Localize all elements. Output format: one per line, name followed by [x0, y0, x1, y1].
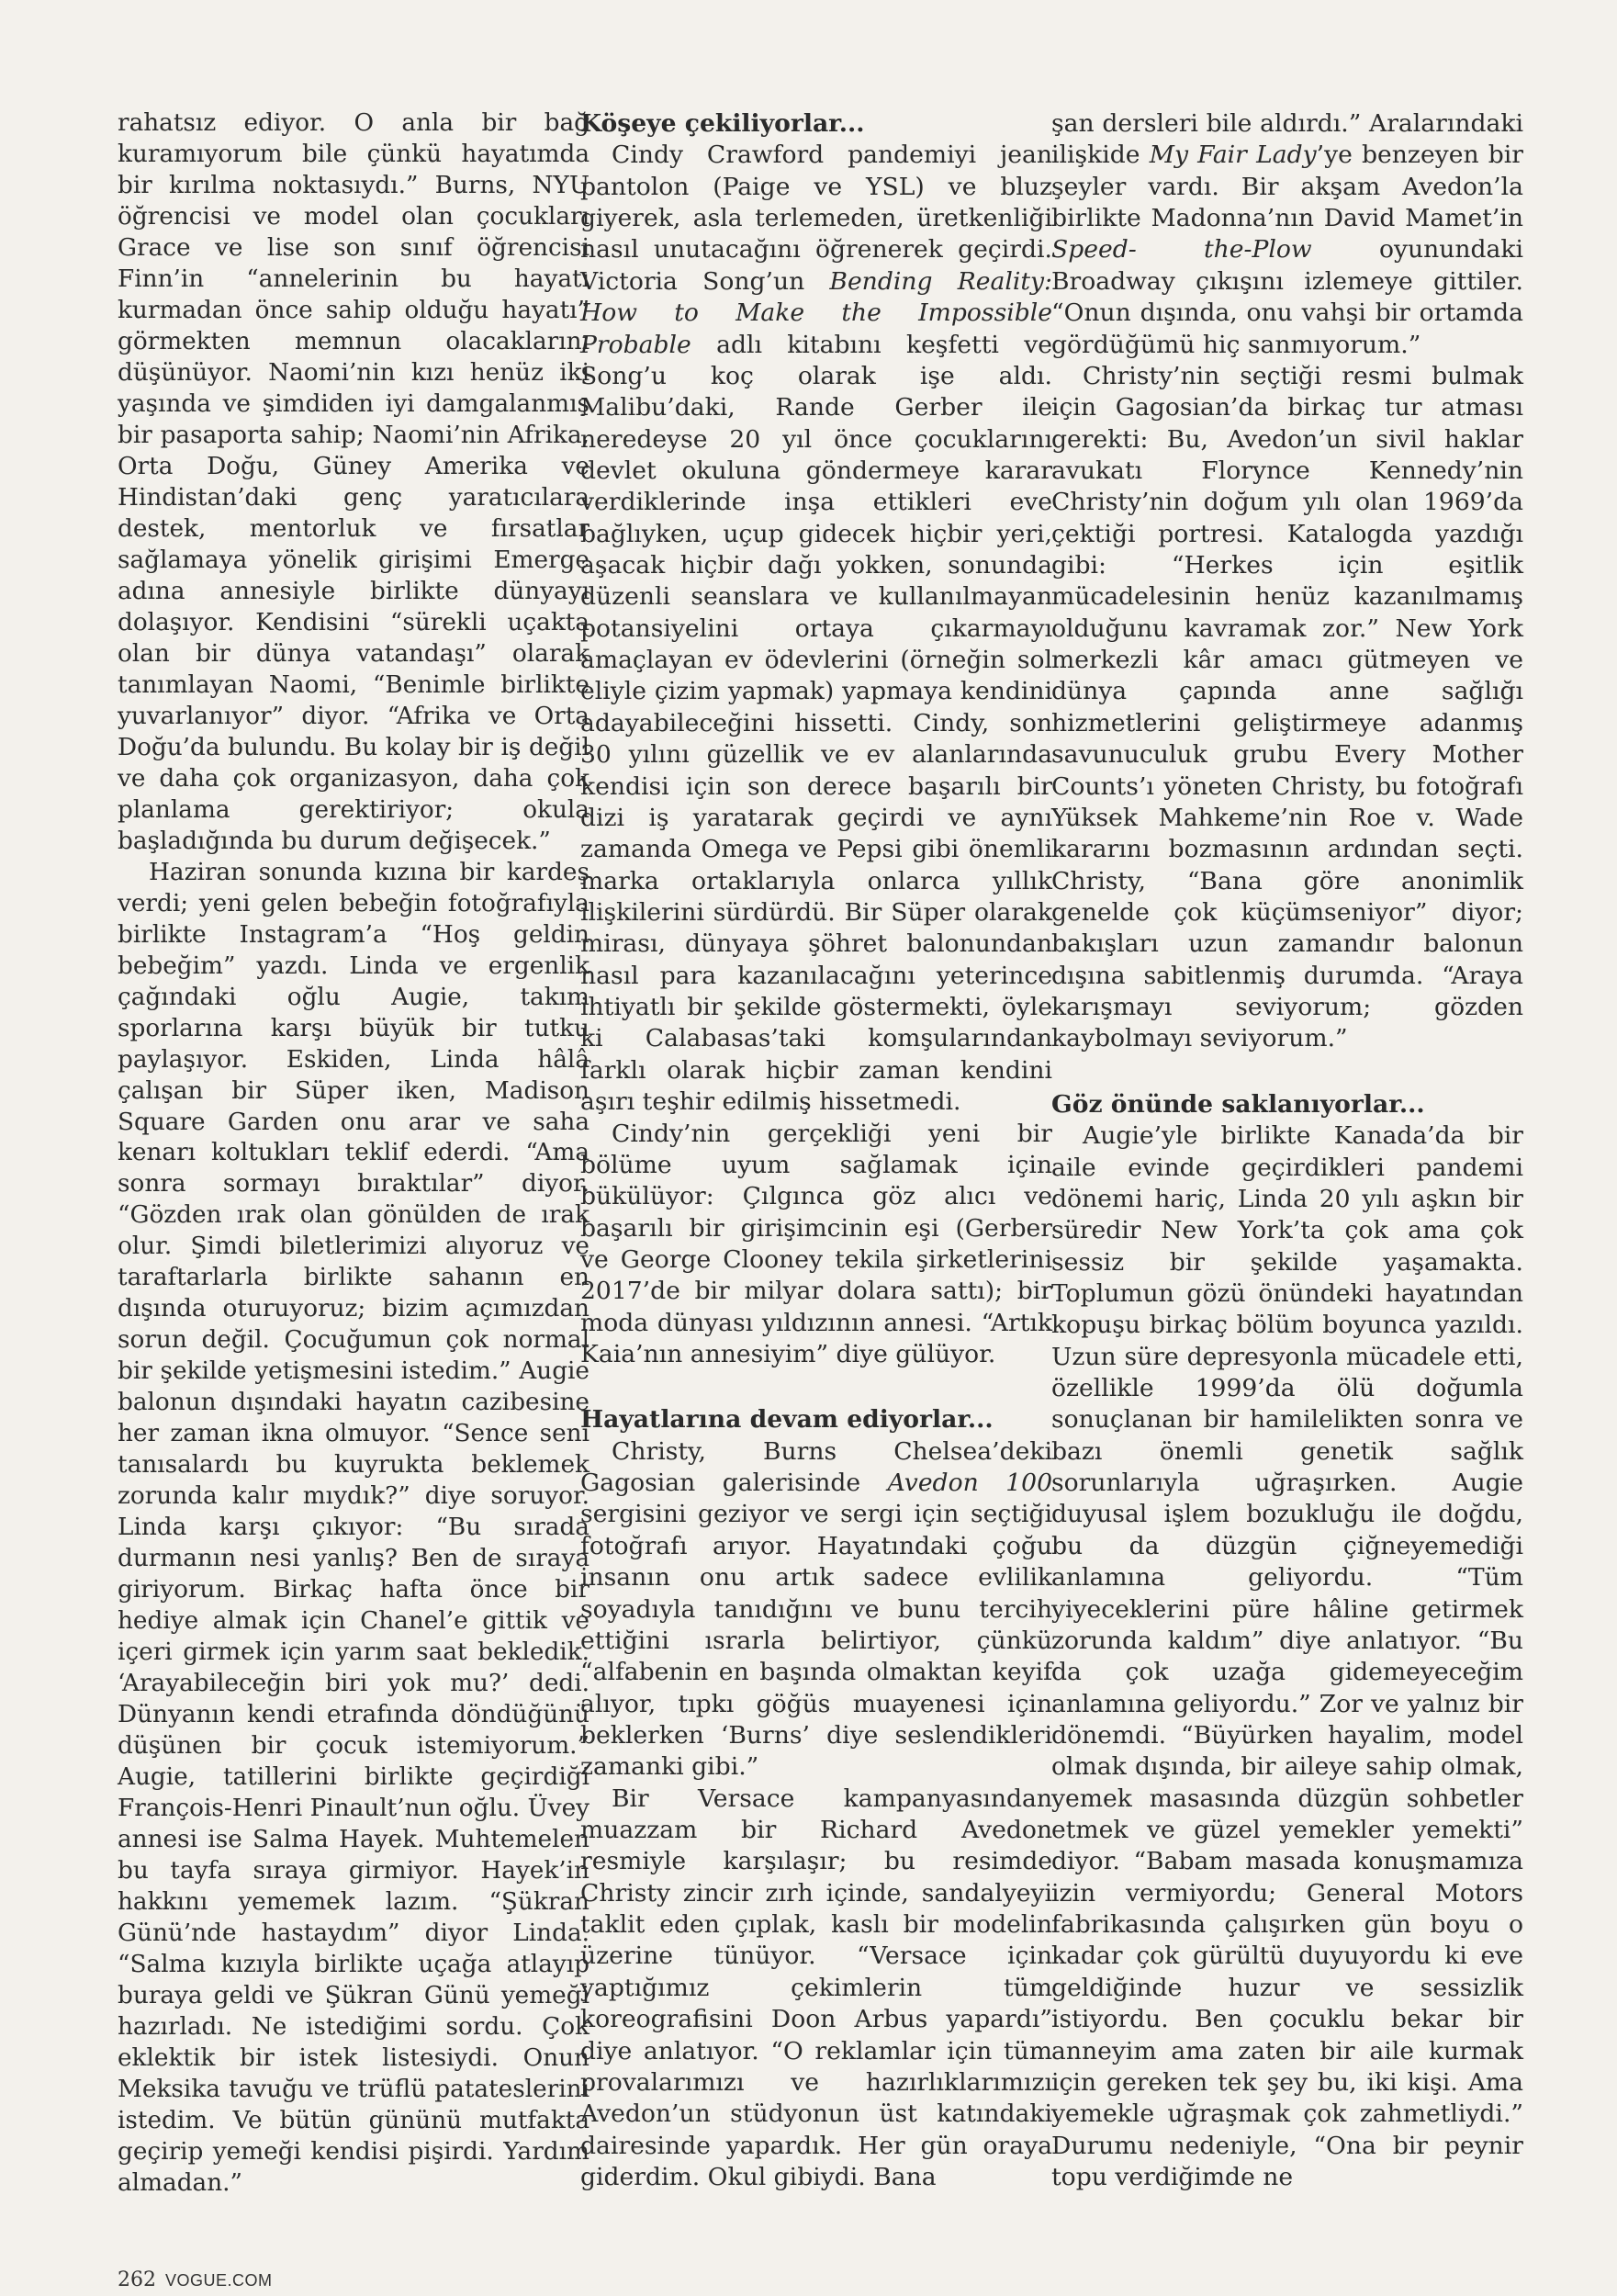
musical-title: My Fair Lady: [1149, 141, 1317, 170]
exhibition-title: Avedon 100: [887, 1469, 1052, 1498]
paragraph: Bir Versace kampanyasından muazzam bir Richard Avedon resmiyle karşılaşır; bu resimde Christy zincir zırh içinde, sandalyeyi taklit eden çıplak, kaslı bir modelin üzerine tünüyor. “Versace için yaptığımız çekimlerin tüm koreografisini Doon Arbus yapardı” diye anlatıyor. “O reklamlar için tüm provalarımızı ve hazırlıklarımızı Avedon’un stüdyonun üst katındaki dairesinde yapardık. Her gün oraya giderdim. Okul gibiydi. Bana: [580, 1784, 1052, 2191]
text-run: ’ye benzeyen bir şeyler vardı. Bir akşam Avedon’la birlikte Madonna’nın David Mamet’in: [1051, 141, 1523, 233]
text-run: Cindy Crawford pandemiyi jean pantolon (Paige ve YSL) ve bluz giyerek, asla terlemeden, üretkenliği nasıl unutacağını öğrenerek geçirdi. Victoria Song’un: [580, 141, 1052, 296]
section-heading: Köşeye çekiliyorlar...: [580, 109, 865, 138]
text-run: Christy, Burns Chelsea’deki Gagosian galerisinde: [580, 1436, 1052, 1498]
book-title: Bending Reality: How to Make the Impossible Probable: [580, 266, 1052, 359]
text-run: oyunundaki Broadway çıkışını izlemeye gittiler. “Onun dışında, onu vahşi bir ortamda gördüğümü hiç sanmıyorum.”: [1051, 235, 1523, 359]
paragraph: Haziran sonunda kızına bir kardeş verdi; yeni gelen bebeğin fotoğrafıyla birlikte Instagram’a “Hoş geldin bebeğim” yazdı. Linda ve ergenlik çağındaki oğlu Augie, takım sporlarına karşı büyük bir tutku paylaşıyor. Eskiden, Linda hâlâ çalışan bir Süper iken, Madison Square Garden onu arar ve saha kenarı koltukları teklif ederdi. “Ama sonra sormayı bıraktılar” diyor. “Gözden ırak olan gönülden de ırak olur. Şimdi biletlerimizi alıyoruz ve taraftarlarla birlikte sahanın en dışında oturuyoruz; bizim açımızdan sorun değil. Çocuğumun çok normal bir şekilde yetişmesini istedim.” Augie balonun dışındaki hayatın cazibesine her zaman ikna olmuyor. “Sence seni tanısalardı bu kuyrukta beklemek zorunda kalır mıydık?” diye soruyor. Linda karşı çıkıyor: “Bu sırada durmanın nesi yanlış? Ben de sıraya giriyorum. Birkaç hafta önce bir hediye almak için Chanel’e gittik ve içeri girmek için yarım saat bekledik. ‘Arayabileceğin biri yok mu?’ dedi. Dünyanın kendi etrafında döndüğünü düşünen bir çocuk istemiyorum.” Augie, tatillerini birlikte geçirdiği François-Henri Pinault’nun oğlu. Üvey annesi ise Salma Hayek. Muhtemelen bu tayfa sıraya girmiyor. Hayek’in hakkını yememek lazım. “Şükran Günü’nde hastaydım” diyor Linda. “Salma kızıyla birlikte uçağa atlayıp buraya geldi ve Şükran Günü yemeği hazırladı. Ne istediğimi sordu. Çok eklektik bir istek listesiydi. Onun Meksika tavuğu ve trüflü patateslerini istedim. Ve bütün gününü mutfakta geçirip yemeği kendisi pişirdi. Yardım almadan.”: [118, 858, 590, 2197]
paragraph: [580, 1436, 1052, 1784]
section-heading: Hayatlarına devam ediyorlar...: [580, 1405, 994, 1435]
paragraph: Cindy’nin gerçekliği yeni bir bölüme uyum sağlamak için bükülüyor: Çılgınca göz alıcı ve başarılı bir girişimcinin eşi (Gerber ve George Clooney tekila şirketlerini 2017’de bir milyar dolara sattı); bir moda dünyası yıldızının annesi. “Artık Kaia’nın annesiyim” diye gülüyor.: [580, 1119, 1052, 1369]
paragraph: Christy’nin seçtiği resmi bulmak için Gagosian’da birkaç tur atması gerekti: Bu, Avedon’un sivil haklar avukatı Florynce Kennedy’nin Christy’nin doğum yılı olan 1969’da çektiği portresi. Katalogda yazdığı gibi: “Herkes için eşitlik mücadelesinin henüz kazanılmamış olduğunu kavramak zor.” New York merkezli kâr amacı gütmeyen ve dünya çapında anne sağlığı hizmetlerini geliştirmeye adanmış savunuculuk grubu Every Mother Counts’ı yöneten Christy, bu fotoğrafı Yüksek Mahkeme’nin Roe v. Wade kararını bozmasının ardından seçti. Christy, “Bana göre anonimlik genelde çok küçümseniyor” diyor; bakışları uzun zamandır balonun dışına sabitlenmiş durumda. “Araya karışmayı seviyorum; gözden kaybolmayı seviyorum.”: [1051, 361, 1523, 1053]
section-heading: Göz önünde saklanıyorlar...: [1051, 1089, 1425, 1119]
site-name: VOGUE.COM: [165, 2271, 273, 2290]
play-title: Speed- the-Plow: [1051, 235, 1312, 264]
page-footer: [118, 2268, 273, 2291]
column-1: [118, 108, 590, 2200]
column-2: [580, 108, 1052, 2193]
paragraph: rahatsız ediyor. O anla bir bağ kuramıyorum bile çünkü hayatımda bir kırılma noktasıydı.” Burns, NYU öğrencisi ve model olan çocukları Grace ve lise son sınıf öğrencisi Finn’in “annelerinin bu hayatı kurmadan önce sahip olduğu hayatı” görmekten memnun olacaklarını düşünüyor. Naomi’nin kızı henüz iki yaşında ve şimdiden iyi damgalanmış bir pasaporta sahip; Naomi’nin Afrika, Orta Doğu, Güney Amerika ve Hindistan’daki genç yaratıcılara destek, mentorluk ve fırsatlar sağlamaya yönelik girişimi Emerge adına annesiyle birlikte dünyayı dolaşıyor. Kendisini “sürekli uçakta olan bir dünya vatandaşı” olarak tanımlayan Naomi, “Benimle birlikte yuvarlanıyor” diyor. “Afrika ve Orta Doğu’da bulundu. Bu kolay bir iş değil ve daha çok organizasyon, daha çok planlama gerektiriyor; okula başladığında bu durum değişecek.”: [118, 109, 590, 855]
page-number: 262: [118, 2268, 156, 2291]
text-run: sergisini geziyor ve sergi için seçtiği fotoğrafı arıyor. Hayatındaki çoğu insanın onu artık sadece evlilik soyadıyla tanıdığını ve bunu tercih ettiğini ısrarla belirtiyor, çünkü “alfabenin en başında olmaktan keyif alıyor, tıpkı göğüs muayenesi için beklerken ‘Burns’ diye seslendikleri zamanki gibi.”: [580, 1500, 1052, 1782]
paragraph: [580, 140, 1052, 1118]
paragraph: [1051, 108, 1523, 361]
column-3: [1051, 108, 1523, 2193]
text-run: şan dersleri bile aldırdı.” Aralarındaki ilişkide: [1051, 109, 1523, 170]
text-run: adlı kitabını keşfetti ve Song’u koç olarak işe aldı. Malibu’daki, Rande Gerber ile neredeyse 20 yıl önce çocuklarını devlet okuluna göndermeye karar verdiklerinde inşa ettikleri eve bağlıyken, uçup gidecek hiçbir yeri, aşacak hiçbir dağı yokken, sonunda düzenli seanslara ve kullanılmayan potansiyelini ortaya çıkarmayı amaçlayan ev ödevlerini (örneğin sol eliyle çizim yapmak) yapmaya kendini adayabileceğini hissetti. Cindy, son 30 yılını güzellik ve ev alanlarında kendisi için son derece başarılı bir dizi iş yaratarak geçirdi ve aynı zamanda Omega ve Pepsi gibi önemli marka ortaklarıyla onlarca yıllık ilişkilerini sürdürdü. Bir Süper olarak mirası, dünyaya şöhret balonundan nasıl para kazanılacağını yeterince ihtiyatlı bir şekilde göstermekti, öyle ki Calabasas’taki komşularından farklı olarak hiçbir zaman kendini aşırı teşhir edilmiş hissetmedi.: [580, 330, 1052, 1117]
paragraph: Augie’yle birlikte Kanada’da bir aile evinde geçirdikleri pandemi dönemi hariç, Linda 20 yılı aşkın bir süredir New York’ta çok ama çok sessiz bir şekilde yaşamakta. Toplumun gözü önündeki hayatından kopuşu birkaç bölüm boyunca yazıldı. Uzun süre depresyonla mücadele etti, özellikle 1999’da ölü doğumla sonuçlanan bir hamilelikten sonra ve bazı önemli genetik sağlık sorunlarıyla uğraşırken. Augie duyusal işlem bozukluğu ile doğdu, bu da düzgün çiğneyemediği anlamına geliyordu. “Tüm yiyeceklerini püre hâline getirmek zorunda kaldım” diye anlatıyor. “Bu da çok uzağa gidemeyeceğim anlamına geliyordu.” Zor ve yalnız bir dönemdi. “Büyürken hayalim, model olmak dışında, bir aileye sahip olmak, yemek masasında düzgün sohbetler etmek ve güzel yemekler yemekti” diyor. “Babam masada konuşmamıza izin vermiyordu; General Motors fabrikasında çalışırken gün boyu o kadar çok gürültü duyuyordu ki eve geldiğinde huzur ve sessizlik istiyordu. Ben çocuklu bekar bir anneyim ama zaten bir aile kurmak için gereken tek şey bu, iki kişi. Ama yemekle uğraşmak çok zahmetliydi.” Durumu nedeniyle, “Ona bir peynir topu verdiğimde ne: [1051, 1121, 1523, 2191]
